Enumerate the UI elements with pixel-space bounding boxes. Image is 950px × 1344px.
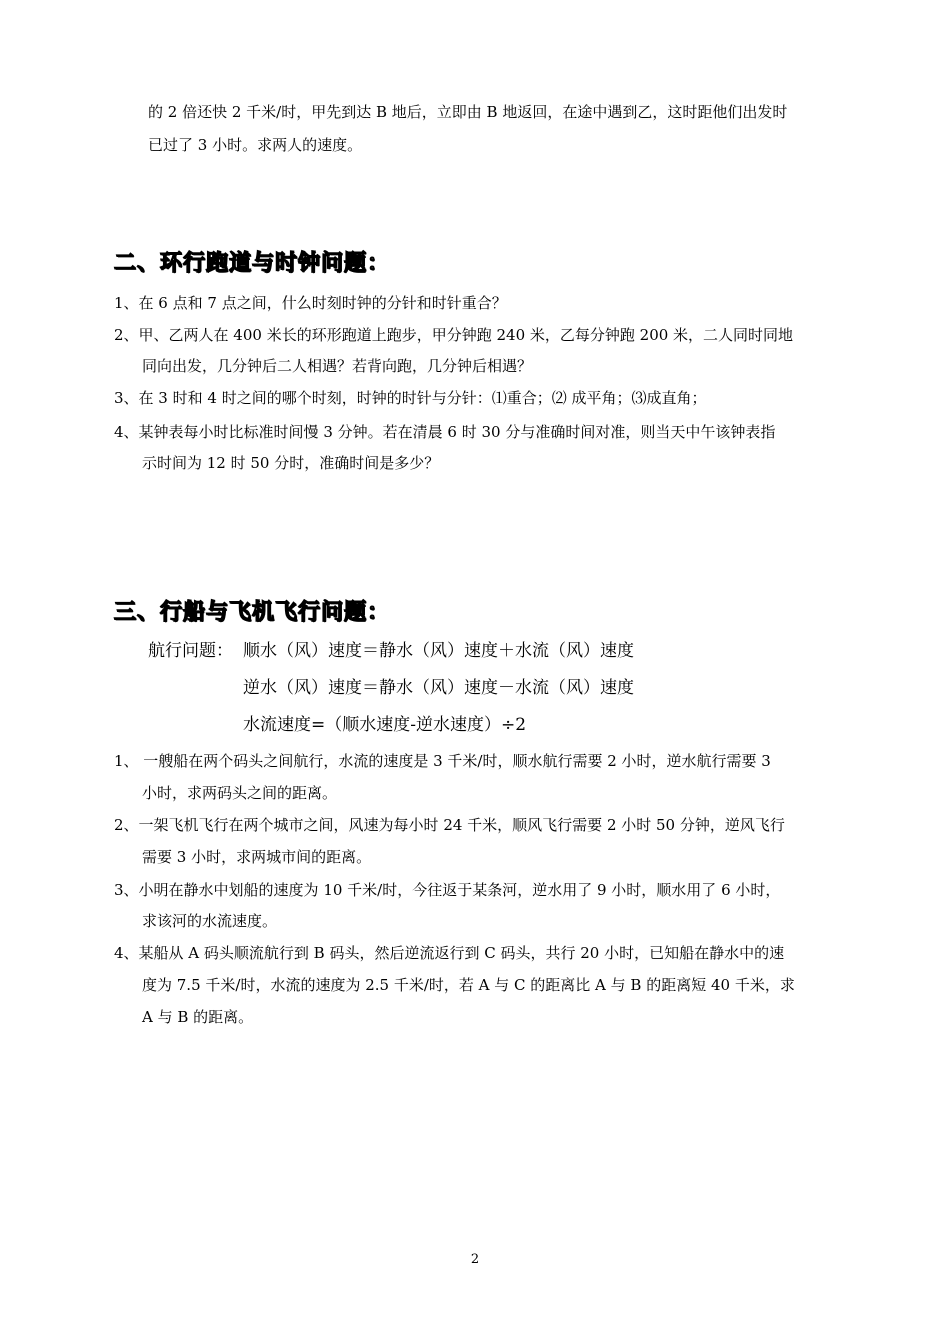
s3-problem-3-line-2: 求该河的水流速度。: [142, 912, 278, 930]
s3-problem-4-line-1: 4、某船从 A 码头顺流航行到 B 码头，然后逆流返行到 C 码头，共行 20 小时，已知船在静水中的速: [114, 944, 785, 962]
s3-problem-4-line-3: A 与 B 的距离。: [142, 1008, 254, 1026]
formula-downstream: 顺水（风）速度＝静水（风）速度＋水流（风）速度: [243, 641, 634, 661]
s2-problem-4-line-2: 示时间为 12 时 50 分时，准确时间是多少？: [142, 454, 440, 472]
s3-problem-3-line-1: 3、小明在静水中划船的速度为 10 千米/时，今往返于某条河，逆水用了 9 小时，顺水用了 6 小时，: [114, 881, 781, 899]
s3-problem-1-line-2: 小时，求两码头之间的距离。: [142, 784, 338, 802]
formula-upstream: 逆水（风）速度＝静水（风）速度－水流（风）速度: [243, 678, 634, 698]
s2-problem-3: 3、在 3 时和 4 时之间的哪个时刻，时钟的时针与分针：⑴重合；⑵ 成平角；⑶成直角；: [114, 389, 707, 407]
s3-problem-2-line-2: 需要 3 小时，求两城市间的距离。: [142, 848, 372, 866]
s2-problem-2-line-2: 同向出发，几分钟后二人相遇？若背向跑，几分钟后相遇？: [142, 357, 533, 375]
s2-problem-1: 1、在 6 点和 7 点之间，什么时刻时钟的分针和时针重合？: [114, 294, 507, 312]
formula-label: 航行问题：: [148, 641, 233, 661]
s3-problem-4-line-2: 度为 7.5 千米/时，水流的速度为 2.5 千米/时，若 A 与 C 的距离比 A 与 B 的距离短 40 千米，求: [142, 976, 795, 994]
intro-line-1: 的 2 倍还快 2 千米/时，甲先到达 B 地后，立即由 B 地返回，在途中遇到乙，这时距他们出发时: [148, 103, 788, 121]
page-number: 2: [470, 1252, 480, 1267]
s3-problem-2-line-1: 2、一架飞机飞行在两个城市之间，风速为每小时 24 千米，顺风飞行需要 2 小时 50 分钟，逆风飞行: [114, 816, 785, 834]
s2-problem-2-line-1: 2、甲、乙两人在 400 米长的环形跑道上跑步，甲分钟跑 240 米，乙每分钟跑 200 米，二人同时同地: [114, 326, 794, 344]
section-3-heading: 三、行船与飞机飞行问题：: [114, 600, 391, 625]
s2-problem-4-line-1: 4、某钟表每小时比标准时间慢 3 分钟。若在清晨 6 时 30 分与准确时间对准，则当天中午该钟表指: [114, 423, 776, 441]
intro-line-2: 已过了 3 小时。求两人的速度。: [148, 136, 363, 154]
section-2-heading: 二、环行跑道与时钟问题：: [114, 251, 391, 276]
s3-problem-1-line-1: 1、 一艘船在两个码头之间航行，水流的速度是 3 千米/时，顺水航行需要 2 小时，逆水航行需要 3: [114, 752, 771, 770]
formula-current-speed: 水流速度=（顺水速度-逆水速度）÷2: [243, 715, 527, 735]
